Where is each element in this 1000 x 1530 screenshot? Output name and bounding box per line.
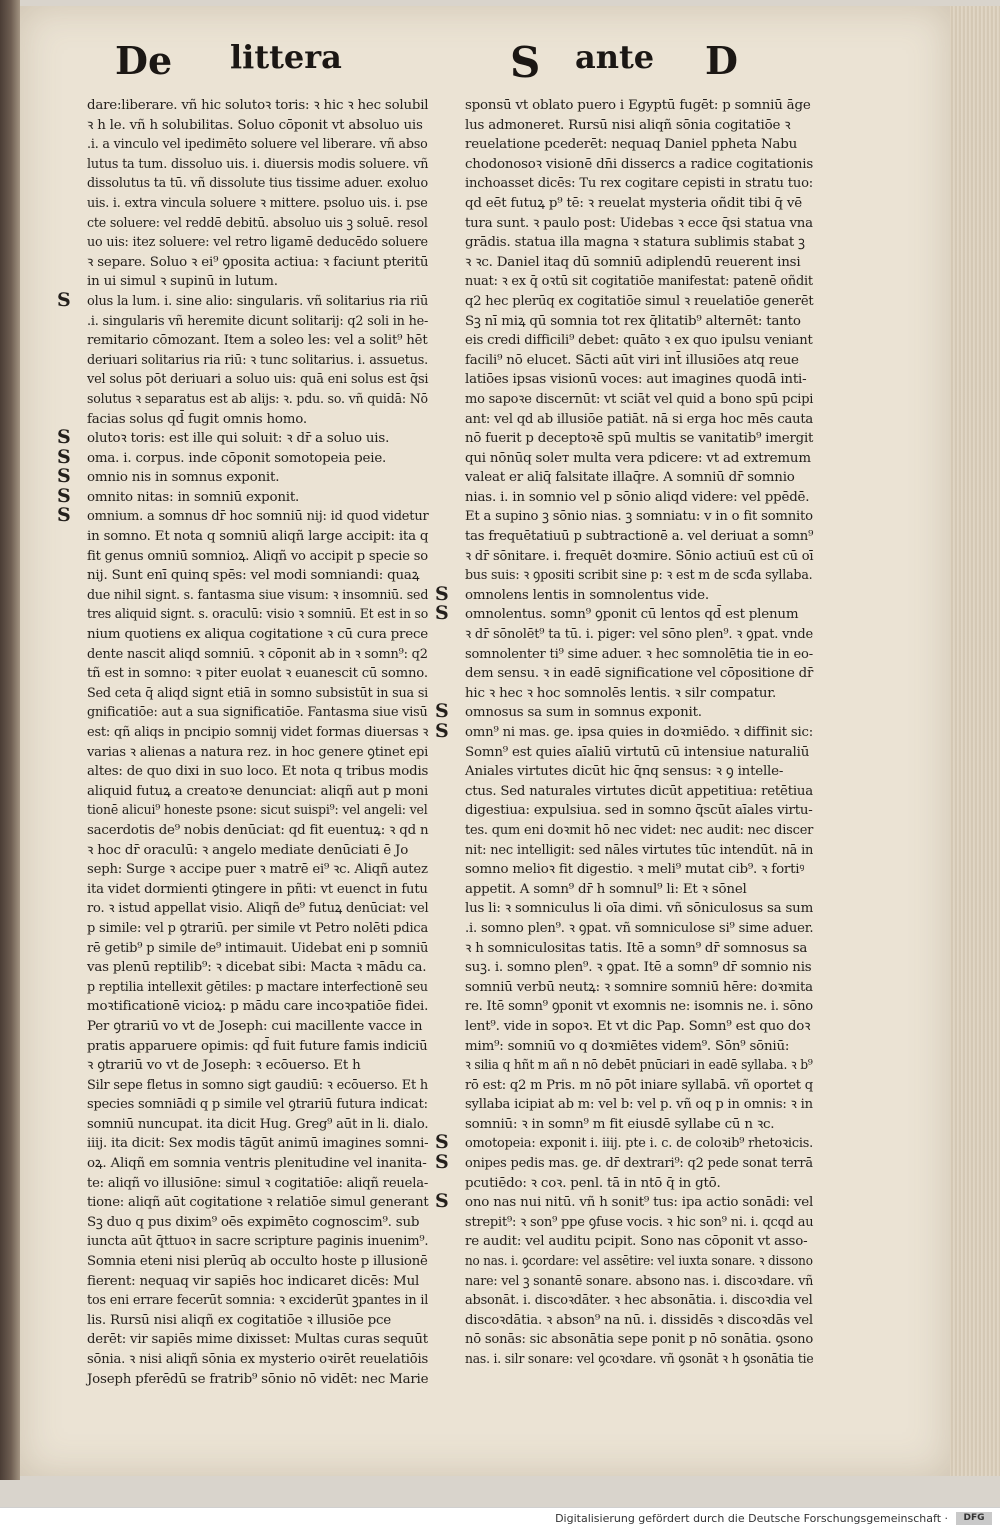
text-line	[443, 1330, 815, 1350]
line-text: fit genus omniū somnioꝝ. Aliqñ vo accipit p specie so	[87, 548, 428, 564]
line-initial: S	[57, 426, 71, 449]
text-line	[57, 445, 430, 469]
text-line	[65, 1252, 430, 1272]
text-line	[65, 1056, 430, 1076]
text-line	[65, 410, 430, 430]
text-line	[435, 1151, 815, 1174]
line-text: nium quotiens ex aliqua cogitatione ꝛ cū cura prece	[87, 627, 428, 643]
line-text: tionē alicui⁹ honeste psone: sicut suispi⁹: vel angeli: vel	[87, 803, 428, 819]
text-line	[443, 566, 815, 586]
line-text: Joseph pferēdū se fratrib⁹ sōnio nō vidēt: nec Marie	[87, 1371, 429, 1387]
text-line	[65, 351, 430, 371]
header-littera: littera	[230, 38, 342, 76]
text-line	[65, 723, 430, 743]
line-text: nas. i. silr sonare: vel ꝯcoꝛdare. vñ ꝯsonāt ꝛ h ꝯsonātia tie	[465, 1352, 814, 1367]
text-line	[65, 155, 430, 175]
line-initial: S	[435, 1151, 449, 1174]
text-line	[443, 194, 815, 214]
text-line	[57, 426, 430, 449]
running-header	[95, 38, 815, 98]
text-line	[65, 1291, 430, 1311]
text-line	[443, 488, 815, 508]
line-text: somno melioꝛ fit digestio. ꝛ meli⁹ mutat cib⁹. ꝛ fortiꝰ	[465, 862, 805, 878]
line-text: vas plenū reptilib⁹: ꝛ dicebat sibi: Macta ꝛ mādu ca.	[87, 960, 427, 976]
text-line	[443, 919, 815, 939]
line-initial: S	[435, 720, 449, 742]
header-de: De	[115, 38, 173, 83]
line-text: nuat: ꝛ ex q̄ oꝛtū sit cogitatiōe manifestat: patenē oñdit	[465, 274, 813, 290]
text-line	[435, 700, 815, 723]
line-text: Per ꝯtrariū vo vt de Joseph: cui macillente vacce in	[87, 1018, 423, 1034]
text-line	[443, 762, 815, 782]
text-line	[443, 292, 815, 312]
line-text: Sꝫ duo q pus dixim⁹ oēs expimēto cognoscim⁹. sub	[87, 1214, 420, 1230]
line-initial: S	[435, 700, 449, 723]
line-text: uo uis: itez soluere: vel retro ligamē deducēdo soluere	[87, 235, 428, 251]
text-line	[443, 939, 815, 959]
text-line	[65, 1095, 430, 1115]
line-text: suꝫ. i. somno plen⁹. ꝛ ꝯpat. Itē a somn⁹ dr̄ somnio nis	[465, 960, 812, 976]
text-line	[435, 582, 815, 606]
text-line	[443, 801, 815, 821]
line-text: omnito nitas: in somniū exponit.	[87, 489, 300, 505]
text-line	[65, 919, 430, 939]
text-line	[443, 860, 815, 880]
line-text: ctus. Sed naturales virtutes dicūt appetitiua: retētiua	[465, 783, 813, 799]
text-line	[443, 253, 815, 273]
text-line	[443, 449, 815, 469]
line-initial: S	[57, 288, 71, 311]
text-line	[443, 1213, 815, 1233]
text-line	[65, 645, 430, 665]
line-text: nij. Sunt enī quinq spēs: vel modi somniandi: quaꝝ	[87, 568, 420, 584]
line-text: grādis. statua illa magna ꝛ statura sublimis stabat ꝫ	[465, 235, 805, 251]
line-text: te: aliqñ vo illusiōne: simul ꝛ cogitatiōe: aliqñ reuela-	[87, 1175, 429, 1191]
line-text: nit: nec intelligit: sed nāles virtutes tūc intendūt. nā in	[465, 842, 814, 858]
line-text: strepit⁹: ꝛ son⁹ ppe ꝯfuse vocis. ꝛ hic son⁹ ni. i. qcqd au	[465, 1214, 814, 1230]
text-line	[443, 1095, 815, 1115]
text-line	[443, 997, 815, 1017]
text-line	[65, 233, 430, 253]
line-text: sōnia. ꝛ nisi aliqñ sōnia ex mysterio oꝛirēt reuelatiōis	[87, 1352, 429, 1367]
line-text: oma. i. corpus. inde cōponit somotopeia peie.	[87, 450, 387, 466]
text-line	[65, 390, 430, 410]
text-line	[65, 312, 430, 332]
line-text: p reptilia intellexit gētiles: p mactare interfectionē seu	[87, 979, 428, 995]
line-text: omnio nis in somnus exponit.	[87, 470, 280, 486]
text-line	[65, 1232, 430, 1252]
line-text: mo sapoꝛe discernūt: vt sciāt vel quid a bono spū pcipi	[465, 391, 814, 407]
text-line	[443, 331, 815, 351]
text-line	[443, 370, 815, 390]
text-line	[65, 370, 430, 390]
text-line	[65, 1272, 430, 1292]
digitization-footer	[0, 1507, 1000, 1530]
text-line	[65, 527, 430, 547]
line-text: latiōes ipsas visionū voces: aut imagines quodā inti-	[465, 372, 807, 388]
line-text: reuelatione pcederēt: nequaq Daniel ppheta Nabu	[465, 137, 798, 153]
text-line	[65, 1174, 430, 1194]
text-line	[443, 664, 815, 684]
line-text: facili⁹ nō elucet. Sācti aūt viri int̄ illusiōes atq reue	[465, 352, 799, 368]
line-text: valeat er aliq̄ falsitate illaq̄re. A somniū dr̄ somnio	[465, 470, 795, 486]
line-text: hic ꝛ hec ꝛ hoc somnolēs lentis. ꝛ silr compatur.	[465, 685, 777, 701]
line-text: nō sonās: sic absonātia sepe ponit p nō sonātia. ꝯsono	[465, 1332, 814, 1348]
line-text: due nihil signt. s. fantasma siue visum: ꝛ insomniū. sed	[87, 587, 429, 603]
text-line	[65, 703, 430, 723]
text-line	[65, 253, 430, 273]
dfg-logo: DFG	[956, 1512, 992, 1525]
line-text: lent⁹. vide in sopoꝛ. Et vt dic Pap. Somn⁹ est quo doꝛ	[465, 1018, 811, 1034]
text-line	[443, 1017, 815, 1037]
text-line	[65, 586, 430, 606]
line-text: olutoꝛ toris: est ille qui soluit: ꝛ dr̄ a soluo uis.	[87, 431, 390, 447]
line-text: .i. a vinculo vel ipedimēto soluere vel liberare. vñ abso	[87, 137, 428, 153]
text-line	[443, 743, 815, 763]
text-line	[443, 880, 815, 900]
text-line	[65, 997, 430, 1017]
text-line	[65, 566, 430, 586]
line-text: omn⁹ ni mas. ge. ipsa quies in doꝛmiēdo. ꝛ diffinit sic:	[465, 725, 814, 740]
line-text: ant: vel qd ab illusiōe patiāt. nā si erga hoc mēs cauta	[465, 411, 814, 427]
line-text: re audit: vel auditu pcipit. Sono nas cōponit vt asso-	[465, 1234, 808, 1250]
text-line	[443, 958, 815, 978]
line-text: iiij. ita dicit: Sex modis tāgūt animū imagines somni-	[87, 1136, 429, 1152]
line-text: tura sunt. ꝛ paulo post: Uidebas ꝛ ecce q̄si statua vna	[465, 215, 813, 231]
text-line	[65, 821, 430, 841]
line-text: digestiua: expulsiua. sed in somno q̄scūt aīales virtu-	[465, 803, 813, 819]
text-line	[443, 155, 815, 175]
line-text: omnium. a somnus dr̄ hoc somniū nij: id quod videtur	[87, 509, 429, 525]
text-line	[443, 429, 815, 449]
line-text: pcutiēdo: ꝛ coꝛ. penl. tā in ntō q̄ in gtō.	[465, 1175, 721, 1191]
line-text: Aniales virtutes dicūt hic q̄nq sensus: ꝛ ꝯ intelle-	[465, 764, 784, 780]
line-initial: S	[435, 602, 449, 625]
line-text: ꝛ h le. vñ h solubilitas. Soluo cōponit vt absoluo uis	[87, 117, 423, 133]
header-letter-d: D	[705, 38, 738, 83]
line-text: nō fuerit p deceptoꝛē spū multis se vanitatib⁹ imergit	[465, 431, 814, 447]
text-line	[443, 821, 815, 841]
text-line	[57, 288, 430, 312]
text-line	[443, 645, 815, 665]
line-text: deriuari solitarius ria riū: ꝛ tunc solitarius. i. assuetus.	[87, 352, 428, 368]
text-line	[65, 841, 430, 861]
line-text: rē getib⁹ p simile de⁹ intimauit. Uidebat eni p somniū	[87, 940, 429, 956]
line-text: ita videt dormienti ꝯtingere in pñti: vt euenct in futu	[87, 881, 428, 897]
line-text: qui nōnūq soleт multa vera pdicere: vt ad extremum	[465, 450, 811, 466]
line-text: ꝛ ꝯtrariū vo vt de Joseph: ꝛ ecōuerso. Et h	[87, 1058, 361, 1074]
line-text: aliquid futuꝝ a creatoꝛe denunciat: aliqñ aut p moni	[87, 783, 429, 799]
line-initial: S	[435, 1190, 449, 1213]
line-text: oꝝ. Aliqñ em somnia ventris plenitudine vel inanita-	[87, 1156, 427, 1172]
text-line	[65, 1017, 430, 1037]
line-text: nare: vel ꝫ sonantē sonare. absono nas. i. discoꝛdare. vñ	[465, 1273, 814, 1289]
line-text: cte soluere: vel reddē debitū. absoluo uis ꝫ soluē. resol	[87, 215, 428, 231]
text-line	[65, 547, 430, 567]
text-line	[435, 1131, 815, 1154]
line-text: tos eni errare fecerūt somnia: ꝛ exciderūt ꝫpantes in il	[87, 1293, 429, 1309]
line-text: olus la lum. i. sine alio: singularis. vñ solitarius ria riū	[87, 293, 429, 309]
page-block-edge	[950, 6, 1000, 1476]
line-text: .i. singularis vñ heremite dicunt solitarij: q2 soli in he-	[87, 313, 429, 329]
text-line	[443, 547, 815, 567]
text-line	[443, 1115, 815, 1135]
line-text: varias ꝛ alienas a natura rez. in hoc genere ꝯtinet epi	[87, 744, 429, 760]
line-text: Somnia eteni nisi plerūq ab occulto hoste p illusionē	[87, 1254, 428, 1270]
text-line	[65, 899, 430, 919]
right-text-column	[435, 96, 815, 1370]
line-text: lis. Rursū nisi aliqñ ex cogitatiōe ꝛ illusiōe pce	[87, 1312, 392, 1328]
text-line	[443, 312, 815, 332]
line-text: ꝛ h somniculositas tatis. Itē a somn⁹ dr̄ somnosus sa	[465, 940, 808, 956]
text-line	[65, 1213, 430, 1233]
text-line	[443, 272, 815, 292]
line-text: in ui simul ꝛ supinū in lutum.	[87, 274, 278, 290]
text-line	[65, 214, 430, 234]
text-line	[443, 1291, 815, 1311]
line-text: dissolutus ta tū. vñ dissolute tius tissime aduer. exoluo	[87, 176, 428, 192]
text-line	[443, 233, 815, 253]
line-text: tñ est in somno: ꝛ piter euolat ꝛ euanescit cū somno.	[87, 666, 428, 682]
text-line	[443, 841, 815, 861]
text-line	[443, 135, 815, 155]
text-line	[65, 1330, 430, 1350]
text-line	[443, 1076, 815, 1096]
text-line	[65, 684, 430, 704]
text-line	[65, 958, 430, 978]
line-text: omnosus sa sum in somnus exponit.	[465, 705, 702, 721]
text-line	[443, 468, 815, 488]
text-line	[65, 1037, 430, 1057]
text-line	[57, 465, 430, 488]
line-text: iuncta aūt q̄ttuoꝛ in sacre scripture paginis inuenim⁹.	[87, 1234, 429, 1250]
line-text: syllaba icipiat ab m: vel b: vel p. vñ oq p in omnis: ꝛ in	[465, 1097, 813, 1113]
line-text: ꝛ separe. Soluo ꝛ ei⁹ ꝯposita actiua: ꝛ faciunt pteritū	[87, 254, 429, 270]
line-text: Silr sepe fletus in somno sigt gaudiū: ꝛ ecōuerso. Et h	[87, 1077, 428, 1093]
line-text: tes. qum eni doꝛmit hō nec videt: nec audit: nec discer	[465, 822, 814, 838]
text-line	[65, 978, 430, 998]
text-line	[443, 1232, 815, 1252]
line-text: Et a supino ꝫ sōnio nias. ꝫ somniatu: v in o fit somnito	[465, 509, 813, 525]
line-text: ꝛ dr̄ sōnitare. i. frequēt doꝛmire. Sōnio actiuū est cū oī	[465, 548, 814, 564]
text-line	[65, 1134, 430, 1154]
line-text: vel solus pōt deriuari a soluo uis: quā eni solus est q̄si	[87, 372, 429, 388]
text-line	[65, 272, 430, 292]
line-text: bus suis: ꝛ ꝯpositi scribit sine p: ꝛ est m de scđa syllaba.	[465, 568, 813, 584]
line-text: nias. i. in somnio vel p sōnio aliqd videre: vel ppēdē.	[465, 489, 810, 505]
text-line	[435, 602, 815, 625]
text-line	[443, 978, 815, 998]
line-text: .i. somno plen⁹. ꝛ ꝯpat. vñ somniculose si⁹ sime aduer.	[465, 920, 814, 936]
line-text: q2 hec plerūq ex cogitatiōe simul ꝛ reuelatiōe generēt	[465, 293, 814, 309]
text-line	[65, 1115, 430, 1135]
line-text: somniū: ꝛ in somn⁹ m fit eiusdē syllabe cū n ꝛc.	[465, 1116, 775, 1132]
text-line	[65, 625, 430, 645]
text-line	[443, 1350, 815, 1370]
text-line	[65, 96, 430, 116]
text-line	[65, 1311, 430, 1331]
text-line	[65, 135, 430, 155]
text-line	[443, 684, 815, 704]
text-line	[57, 484, 430, 508]
line-text: no nas. i. ꝯcordare: vel assētire: vel iuxta sonare. ꝛ dissono	[465, 1254, 813, 1270]
line-text: sacerdotis de⁹ nobis denūciat: qd fit euentuꝝ: ꝛ qd n	[87, 822, 429, 838]
text-line	[435, 1190, 815, 1213]
text-line	[443, 507, 815, 527]
text-line	[65, 939, 430, 959]
text-line	[65, 782, 430, 802]
line-text: ꝛ dr̄ sōnolēt⁹ ta tū. i. piger: vel sōno plen⁹. ꝛ ꝯpat. vnde	[465, 627, 813, 643]
text-line	[443, 116, 815, 136]
line-text: inchoasset dicēs: Tu rex cogitare cepisti in stratu tuo:	[465, 176, 814, 192]
line-text: omnolentus. somn⁹ ꝯponit cū lentos qd̄ est plenum	[465, 607, 799, 623]
line-initial: S	[57, 484, 71, 507]
text-line	[443, 96, 815, 116]
left-text-column	[57, 96, 430, 1389]
text-line	[443, 899, 815, 919]
line-text: est: qñ aliqs in pncipio somnij videt formas diuersas ꝛ	[87, 725, 429, 740]
header-letter-s: S	[510, 38, 541, 87]
line-text: mim⁹: somniū vo q doꝛmiētes videm⁹. Sōn⁹ sōniū:	[465, 1038, 790, 1054]
line-initial: S	[57, 504, 71, 527]
line-text: omotopeia: exponit i. iiij. pte i. c. de coloꝛib⁹ rhetoꝛicis.	[465, 1136, 814, 1152]
line-text: solutus ꝛ separatus est ab alijs: ꝛ. pdu. so. vñ quidā: Nō	[87, 391, 428, 407]
line-initial: S	[57, 465, 71, 488]
text-line	[443, 174, 815, 194]
text-line	[443, 410, 815, 430]
line-text: eis credi difficili⁹ debet: quāto ꝛ ex quo ipulsu veniant	[465, 333, 813, 349]
line-text: species somniādi q p simile vel ꝯtrariū futura indicat:	[87, 1097, 428, 1113]
text-line	[443, 1252, 815, 1272]
line-text: omnolens lentis in somnolentus vide.	[465, 587, 709, 603]
text-line	[443, 527, 815, 547]
text-line	[443, 625, 815, 645]
text-line	[65, 743, 430, 763]
text-line	[65, 1350, 430, 1370]
text-line	[65, 1154, 430, 1174]
book-spine-edge	[0, 0, 20, 1480]
text-line	[65, 331, 430, 351]
line-text: sponsū vt oblato puero i Egyptū fugēt: p somniū āge	[465, 98, 811, 113]
line-text: chodonosoꝛ visionē dn̄i dissercs a radice cogitationis	[465, 156, 814, 172]
header-ante: ante	[575, 38, 655, 76]
text-line	[65, 605, 430, 625]
line-text: somniū verbū neutꝝ: ꝛ somnire somniū hēre: doꝛmita	[465, 979, 813, 995]
line-initial: S	[57, 445, 71, 468]
line-text: rō est: q2 m Pris. m nō pōt iniare syllabā. vñ oportet q	[465, 1077, 813, 1093]
line-text: facias solus qd̄ fugit omnis homo.	[87, 411, 307, 427]
line-text: lutus ta tum. dissoluo uis. i. diuersis modis soluere. vñ	[87, 156, 429, 172]
line-text: moꝛtificationē vicioꝝ: p mādu care incoꝛpatiōe fidei.	[87, 999, 429, 1015]
line-text: gnificatiōe: aut a sua significatiōe. Fantasma siue visū	[87, 705, 428, 721]
line-text: lus admoneret. Rursū nisi aliqñ sōnia cogitatiōe ꝛ	[465, 117, 791, 133]
text-line	[57, 504, 430, 527]
line-text: tres aliquid signt. s. oraculū: visio ꝛ somniū. Et est in so	[87, 607, 429, 623]
line-text: discoꝛdātia. ꝛ abson⁹ na nū. i. dissidēs ꝛ discoꝛdās vel	[465, 1312, 813, 1328]
line-text: absonāt. i. discoꝛdāter. ꝛ hec absonātia. i. discoꝛdia vel	[465, 1293, 813, 1309]
text-line	[65, 116, 430, 136]
line-text: Sꝫ nī miꝝ qū somnia tot rex q̄litatib⁹ alternēt: tanto	[465, 313, 801, 329]
text-line	[443, 390, 815, 410]
text-line	[443, 1037, 815, 1057]
line-text: altes: de quo dixi in suo loco. Et nota q tribus modis	[87, 764, 429, 780]
text-line	[65, 762, 430, 782]
text-line	[443, 1311, 815, 1331]
text-line	[65, 860, 430, 880]
text-line	[65, 1076, 430, 1096]
line-initial: S	[435, 582, 449, 605]
text-line	[443, 782, 815, 802]
line-text: in somno. Et nota q somniū aliqñ large accipit: ita q	[87, 529, 429, 545]
text-line	[65, 880, 430, 900]
line-text: ꝛ ꝛc. Daniel itaq dū somniū adiplendū reuerent insi	[465, 254, 801, 270]
line-text: ono nas nui nitū. vñ h sonit⁹ tus: ipa actio sonādi: vel	[465, 1195, 814, 1211]
line-text: fierent: nequaq vir sapiēs hoc indicaret dicēs: Mul	[87, 1273, 420, 1289]
line-text: uis. i. extra vincula soluere ꝛ mittere. psoluo uis. i. pse	[87, 195, 428, 211]
line-text: tione: aliqñ aūt cogitatione ꝛ relatiōe simul generant	[87, 1195, 429, 1211]
line-text: dente nascit aliqd somniū. ꝛ cōponit ab in ꝛ somn⁹: q2	[87, 646, 428, 662]
line-text: derēt: vir sapiēs mime dixisset: Multas curas sequūt	[87, 1332, 428, 1348]
text-line	[65, 194, 430, 214]
line-text: Somn⁹ est quies aīaliū virtutū cū intensiue naturaliū	[465, 744, 810, 760]
line-text: p simile: vel p ꝯtrariū. per simile vt Petro nolēti pdica	[87, 920, 429, 936]
line-text: lus li: ꝛ somniculus li oīa dimi. vñ sōniculosus sa sum	[465, 901, 814, 917]
line-text: remitario cōmozant. Item a soleo les: vel a solit⁹ hēt	[87, 333, 428, 349]
text-line	[65, 801, 430, 821]
line-text: pratis apparuere opimis: qd̄ fuit future famis indiciū	[87, 1038, 428, 1054]
line-text: ꝛ silia q hñt m añ n nō debēt pnūciari in eadē syllaba. ꝛ b⁹	[465, 1058, 813, 1074]
text-line	[443, 1272, 815, 1292]
line-text: somnolenter ti⁹ sime aduer. ꝛ hec somnolētia tie in eo-	[465, 646, 813, 662]
text-line	[65, 664, 430, 684]
text-line	[443, 1174, 815, 1194]
text-line	[443, 1056, 815, 1076]
line-text: appetit. A somn⁹ dr̄ h somnul⁹ li: Et ꝛ sōnel	[465, 881, 747, 897]
line-text: ro. ꝛ istud appellat visio. Aliqñ de⁹ futuꝝ denūciat: vel	[87, 901, 429, 917]
line-text: dare:liberare. vñ hic solutoꝛ toris: ꝛ hic ꝛ hec solubil	[87, 98, 429, 113]
line-text: ꝛ hoc dr̄ oraculū: ꝛ angelo mediate denūciati ē Jo	[87, 842, 409, 858]
line-text: onipes pedis mas. ge. dr̄ dextrari⁹: q2 pede sonat terrā	[465, 1156, 813, 1172]
text-line	[65, 1370, 430, 1390]
text-line	[65, 174, 430, 194]
line-text: tas frequētatiuū p subtractionē a. vel deriuat a somn⁹	[465, 529, 814, 545]
line-initial: S	[435, 1131, 449, 1154]
line-text: qd eēt futuꝝ p⁹ tē: ꝛ reuelat mysteria oñdit tibi q̄ vē	[465, 195, 802, 211]
footer-credit: Digitalisierung gefördert durch die Deutsche Forschungsgemeinschaft ·	[555, 1512, 948, 1525]
line-text: seph: Surge ꝛ accipe puer ꝛ matrē ei⁹ ꝛc. Aliqñ autez	[87, 862, 428, 878]
line-text: dem sensu. ꝛ in eadē significatione vel cōpositione dr̄	[465, 666, 814, 682]
text-line	[443, 351, 815, 371]
line-text: somniū nuncupat. ita dicit Hug. Greg⁹ aūt in li. dialo.	[87, 1116, 429, 1132]
text-line	[435, 720, 815, 743]
text-line	[65, 1193, 430, 1213]
line-text: re. Itē somn⁹ ꝯponit vt exomnis ne: isomnis ne. i. sōno	[465, 999, 813, 1015]
text-line	[443, 214, 815, 234]
line-text: Sed ceta q̄ aliqd signt etiā in somno subsistūt in sua si	[87, 685, 429, 701]
